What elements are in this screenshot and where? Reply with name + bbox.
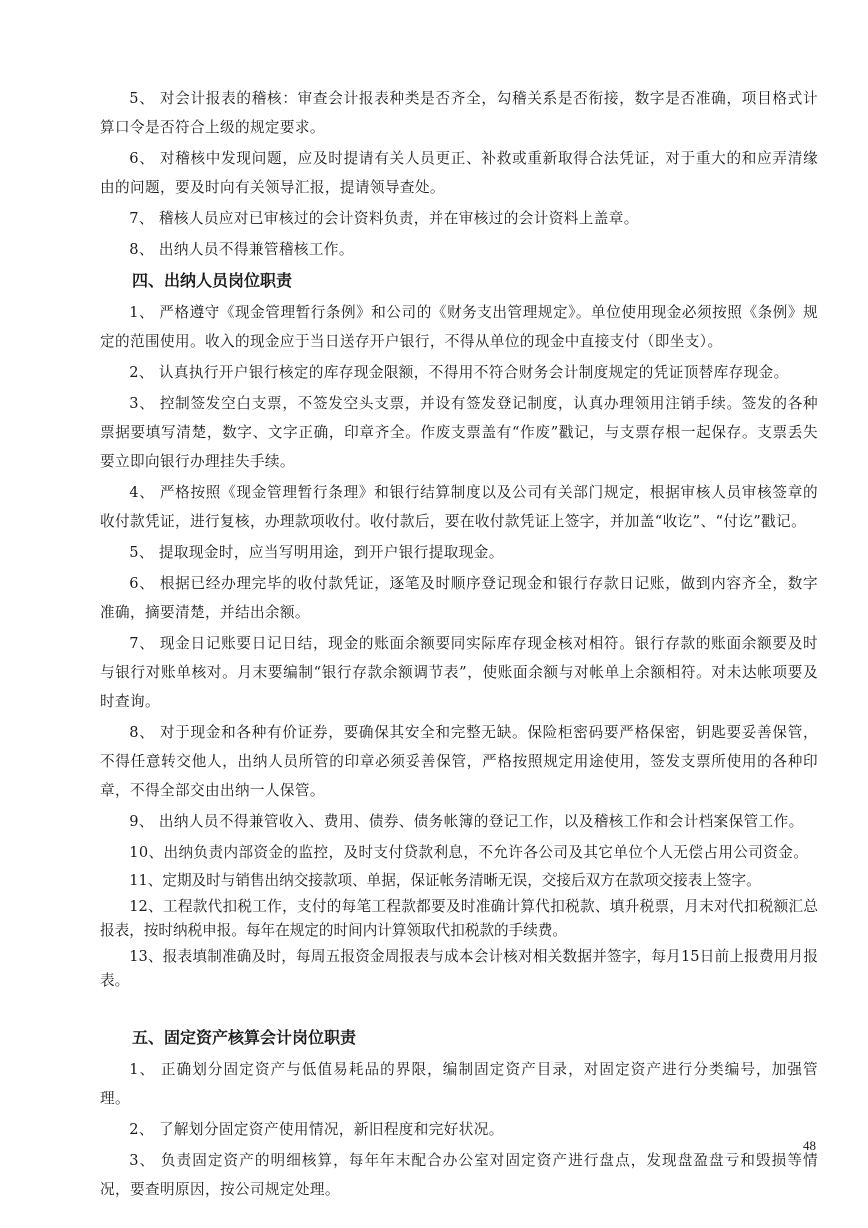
document-body <box>100 84 818 1206</box>
paragraph-cashier-10: 10、出纳负责内部资金的监控，及时支付贷款利息，不允许各公司及其它单位个人无偿占用公司资金。 <box>129 844 809 861</box>
paragraph-cashier-6: 6、 根据已经办理完毕的收付款凭证，逐笔及时顺序登记现金和银行存款日记账，做到内容齐全，数字准确，摘要清楚，并结出余额。 <box>100 575 818 621</box>
paragraph-audit-8: 8、 出纳人员不得兼管稽核工作。 <box>129 241 354 258</box>
paragraph-cashier-1: 1、 严格遵守《现金管理暂行条例》和公司的《财务支出管理规定》。单位使用现金必须按照《条例》规定的范围使用。收入的现金应于当日送存开户银行，不得从单位的现金中直接支付（即坐支）。 <box>100 304 818 350</box>
section-heading-cashier: 四、出纳人员岗位职责 <box>132 271 293 290</box>
paragraph-cashier-11: 11、定期及时与销售出纳交接款项、单据，保证帐务清晰无误，交接后双方在款项交接表上签字。 <box>129 872 761 889</box>
paragraph-cashier-5: 5、 提取现金时，应当写明用途，到开户银行提取现金。 <box>129 544 504 561</box>
paragraph-cashier-4: 4、 严格按照《现金管理暂行条理》和银行结算制度以及公司有关部门规定，根据审核人员审核签章的收付款凭证，进行复核，办理款项收付。收付款后，要在收付款凭证上签字，并加盖“收讫”、“付讫”戳记。 <box>100 484 818 530</box>
paragraph-cashier-2: 2、 认真执行开户银行核定的库存现金限额，不得用不符合财务会计制度规定的凭证顶替库存现金。 <box>129 364 789 381</box>
paragraph-cashier-9: 9、 出纳人员不得兼管收入、费用、债券、债务帐簿的登记工作，以及稽核工作和会计档案保管工作。 <box>129 813 804 830</box>
paragraph-assets-1: 1、 正确划分固定资产与低值易耗品的界限，编制固定资产目录，对固定资产进行分类编号，加强管理。 <box>100 1061 818 1107</box>
paragraph-cashier-13: 13、报表填制准确及时，每周五报资金周报表与成本会计核对相关数据并签字，每月15日前上报费用月报表。 <box>100 948 818 989</box>
paragraph-audit-6: 6、 对稽核中发现问题，应及时提请有关人员更正、补救或重新取得合法凭证，对于重大的和应弄清缘由的问题，要及时向有关领导汇报，提请领导查处。 <box>100 150 818 196</box>
page-number: 48 <box>803 1138 816 1153</box>
paragraph-cashier-7: 7、 现金日记账要日记日结，现金的账面余额要同实际库存现金核对相符。银行存款的账面余额要及时与银行对账单核对。月末要编制“银行存款余额调节表”，使账面余额与对帐单上余额相符。对未达帐项要及时查询。 <box>100 635 818 710</box>
paragraph-cashier-3: 3、 控制签发空白支票，不签发空头支票，并设有签发登记制度，认真办理领用注销手续。签发的各种票据要填写清楚，数字、文字正确，印章齐全。作废支票盖有“作废”戳记，与支票存根一起保存。支票丢失要立即向银行办理挂失手续。 <box>100 395 818 470</box>
paragraph-assets-2: 2、 了解划分固定资产使用情况，新旧程度和完好状况。 <box>129 1121 504 1138</box>
paragraph-audit-7: 7、 稽核人员应对已审核过的会计资料负责，并在审核过的会计资料上盖章。 <box>129 210 639 227</box>
paragraph-audit-5: 5、 对会计报表的稽核：审查会计报表种类是否齐全，勾稽关系是否衔接，数字是否准确，项目格式计算口令是否符合上级的规定要求。 <box>100 90 818 136</box>
section-heading-fixed-assets: 五、固定资产核算会计岗位职责 <box>132 1028 357 1047</box>
paragraph-assets-3: 3、 负责固定资产的明细核算，每年年末配合办公室对固定资产进行盘点，发现盘盈盘亏和毁损等情况，要查明原因，按公司规定处理。 <box>100 1152 818 1198</box>
paragraph-cashier-12: 12、工程款代扣税工作，支付的每笔工程款都要及时准确计算代扣税款、填升税票，月末对代扣税额汇总报表，按时纳税申报。每年在规定的时间内计算领取代扣税款的手续费。 <box>100 898 818 939</box>
paragraph-cashier-8: 8、 对于现金和各种有价证券，要确保其安全和完整无缺。保险柜密码要严格保密，钥匙要妥善保管，不得任意转交他人，出纳人员所管的印章必须妥善保管，严格按照规定用途使用，签发支票所使用的各种印章，不得全部交由出纳一人保管。 <box>100 724 818 799</box>
